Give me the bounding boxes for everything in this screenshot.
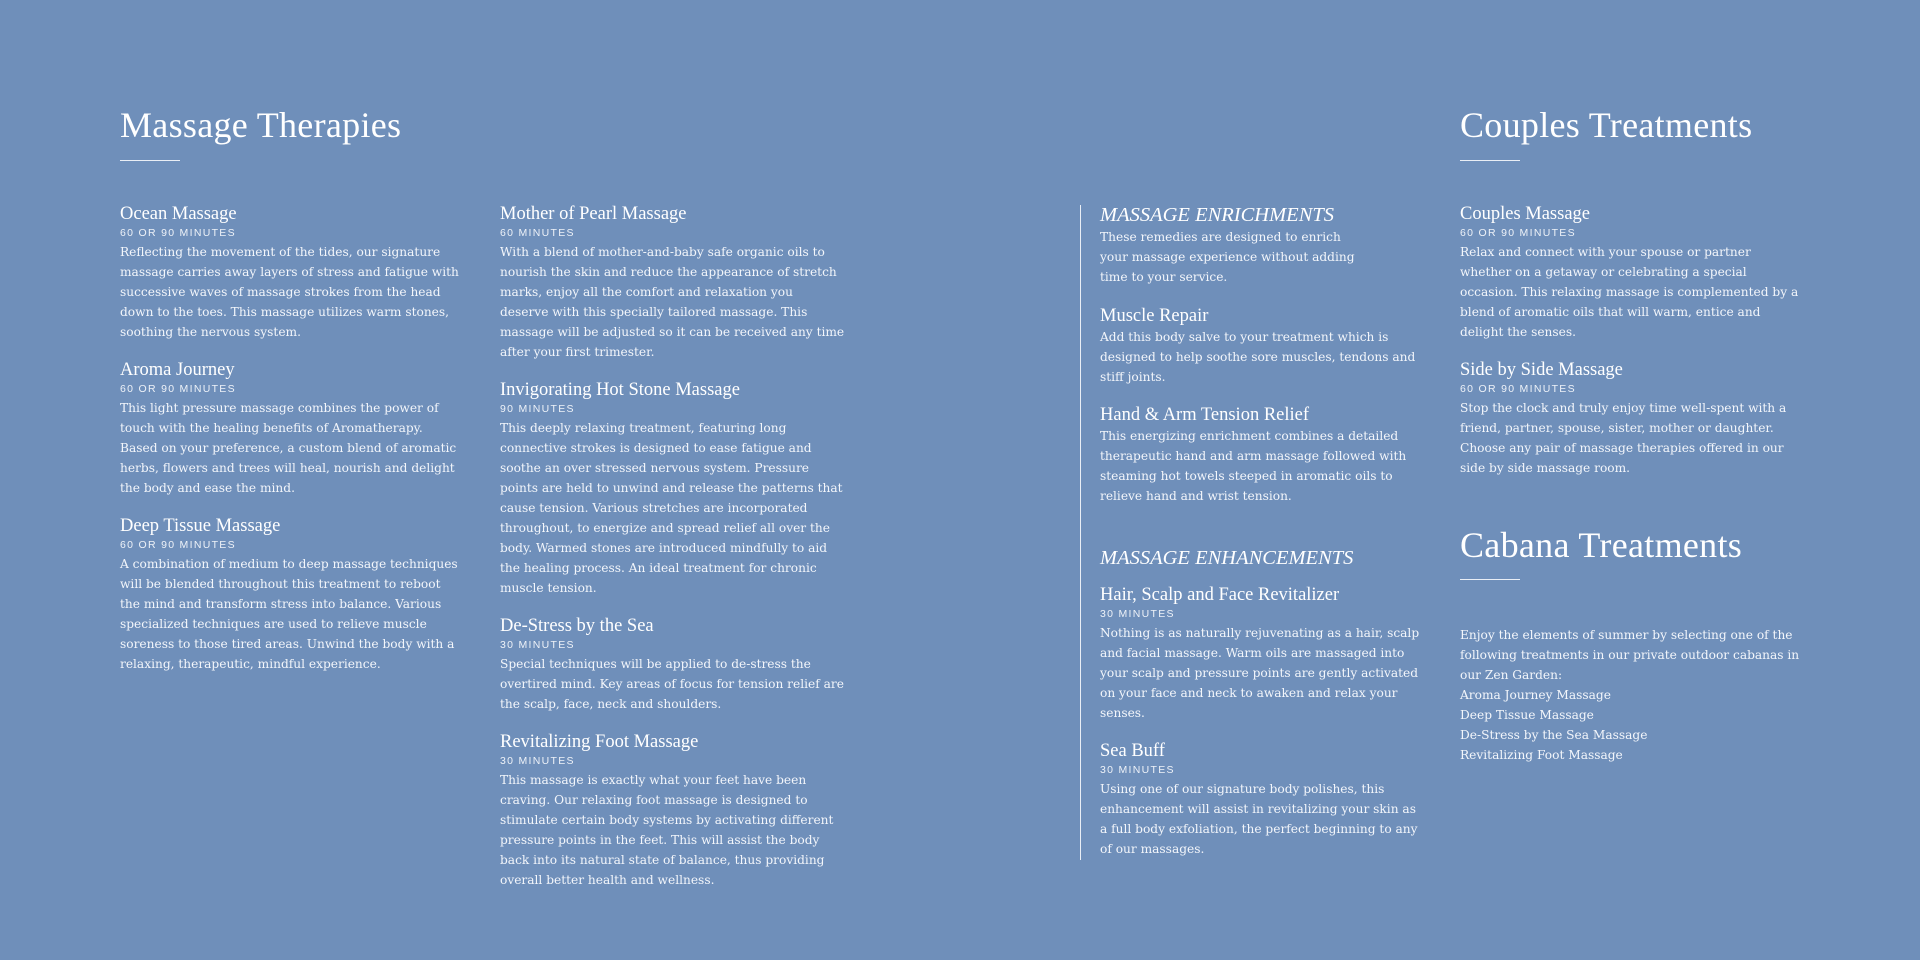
cabana-list-item: Revitalizing Foot Massage (1460, 748, 1623, 762)
enrichment-description: Add this body salve to your treatment which is designed to help soothe sore muscles, tendons and stiff joints. (1100, 330, 1416, 384)
cabana-intro: Enjoy the elements of summer by selecting one of the following treatments in our private outdoor cabanas in our Zen Garden: (1460, 628, 1800, 682)
enhancement-item-sea-buff (1100, 740, 1420, 859)
massage-enrichments-intro: These remedies are designed to enrich your massage experience without adding time to your service. (1100, 230, 1355, 284)
treatment-item-revitalizing-foot-massage (500, 731, 845, 890)
massage-therapies-title: Massage Therapies (120, 105, 402, 145)
couples-treatment-description: Stop the clock and truly enjoy time well-spent with a friend, partner, spouse, sister, mother or daughter. Choose any pair of massage therapies offered in our side by side massage room. (1460, 401, 1787, 475)
couples-treatment-name: Side by Side Massage (1460, 360, 1623, 380)
massage-therapies-title-rule (120, 160, 180, 161)
treatment-item-de-stress-by-the-sea (500, 615, 845, 714)
treatment-duration: 90 MINUTES (500, 403, 575, 415)
couples-treatment-description: Relax and connect with your spouse or partner whether on a getaway or celebrating a special occasion. This relaxing massage is complemented by a blend of aromatic oils that will warm, entice and delight the senses. (1460, 245, 1799, 339)
treatment-description: Special techniques will be applied to de-stress the overtired mind. Key areas of focus for tension relief are the scalp, face, neck and shoulders. (500, 657, 844, 711)
treatment-duration: 60 OR 90 MINUTES (120, 539, 236, 551)
enhancements-heading-block (1100, 546, 1420, 570)
vertical-divider (1080, 205, 1081, 860)
treatment-description: With a blend of mother-and-baby safe organic oils to nourish the skin and reduce the appearance of stretch marks, enjoy all the comfort and relaxation you deserve with this specially tailored massage. This massage will be adjusted so it can be received any time after your first trimester. (500, 245, 845, 359)
enrichment-name: Hand & Arm Tension Relief (1100, 405, 1310, 425)
treatment-name: De-Stress by the Sea (500, 616, 654, 636)
cabana-list-item: De-Stress by the Sea Massage (1460, 728, 1648, 742)
cabana-column (1460, 625, 1815, 765)
treatment-name: Revitalizing Foot Massage (500, 732, 699, 752)
enhancement-item-hair-scalp-face (1100, 584, 1420, 723)
treatment-description: This light pressure massage combines the power of touch with the healing benefits of Aromatherapy. Based on your preference, a custom blend of aromatic herbs, flowers and trees will heal, nourish and delight the body and ease the mind. (120, 401, 457, 495)
treatment-description: Reflecting the movement of the tides, our signature massage carries away layers of stress and fatigue with successive waves of massage strokes from the head down to the toes. This massage utilizes warm stones, soothing the nervous system. (120, 245, 459, 339)
enrichment-item-hand-arm-tension-relief (1100, 404, 1420, 506)
couples-column (1460, 203, 1805, 495)
massage-enrichments-heading: MASSAGE ENRICHMENTS (1100, 204, 1335, 226)
couples-item-side-by-side-massage (1460, 359, 1805, 478)
massage-therapies-column-1 (120, 203, 460, 691)
enhancement-description: Using one of our signature body polishes, this enhancement will assist in revitalizing your skin as a full body exfoliation, the perfect beginning to any of our massages. (1100, 782, 1418, 856)
massage-enhancements-heading: MASSAGE ENHANCEMENTS (1100, 547, 1354, 569)
treatment-duration: 60 MINUTES (500, 227, 575, 239)
treatment-name: Ocean Massage (120, 204, 237, 224)
enrichments-enhancements-column (1100, 203, 1420, 876)
treatment-description: A combination of medium to deep massage techniques will be blended throughout this treatment to reboot the mind and transform stress into balance. Various specialized techniques are used to relieve muscle soreness to those tired areas. Unwind the body with a relaxing, therapeutic, mindful experience. (120, 557, 458, 671)
couples-item-couples-massage (1460, 203, 1805, 342)
treatment-name: Invigorating Hot Stone Massage (500, 380, 740, 400)
cabana-list-item: Deep Tissue Massage (1460, 708, 1594, 722)
enrichment-item-muscle-repair (1100, 305, 1420, 387)
enrichments-intro-block (1100, 203, 1420, 287)
enrichment-name: Muscle Repair (1100, 306, 1209, 326)
cabana-treatment-list (1460, 685, 1815, 765)
treatment-item-ocean-massage (120, 203, 460, 342)
enhancement-name: Hair, Scalp and Face Revitalizer (1100, 585, 1340, 605)
massage-therapies-column-2 (500, 203, 845, 907)
treatment-name: Aroma Journey (120, 360, 235, 380)
treatment-name: Deep Tissue Massage (120, 516, 281, 536)
treatment-item-deep-tissue-massage (120, 515, 460, 674)
couples-treatment-name: Couples Massage (1460, 204, 1590, 224)
couples-treatment-duration: 60 OR 90 MINUTES (1460, 227, 1576, 239)
cabana-treatments-title: Cabana Treatments (1460, 525, 1743, 565)
enhancement-name: Sea Buff (1100, 741, 1165, 761)
enhancement-duration: 30 MINUTES (1100, 608, 1175, 620)
treatment-item-mother-of-pearl-massage (500, 203, 845, 362)
treatment-description: This deeply relaxing treatment, featuring long connective strokes is designed to ease fatigue and soothe an over stressed nervous system. Pressure points are held to unwind and release the patterns that cause tension. Various stretches are incorporated throughout, to energize and spread relief all over the body. Warmed stones are introduced mindfully to aid the healing process. An ideal treatment for chronic muscle tension. (500, 421, 843, 595)
couples-treatments-title: Couples Treatments (1460, 105, 1753, 145)
treatment-duration: 30 MINUTES (500, 639, 575, 651)
treatment-duration: 30 MINUTES (500, 755, 575, 767)
enhancement-description: Nothing is as naturally rejuvenating as a hair, scalp and facial massage. Warm oils are massaged into your scalp and pressure points are gently activated on your face and neck to awaken and relax your senses. (1100, 626, 1420, 720)
couples-treatment-duration: 60 OR 90 MINUTES (1460, 383, 1576, 395)
treatment-name: Mother of Pearl Massage (500, 204, 687, 224)
treatment-item-aroma-journey (120, 359, 460, 498)
treatment-duration: 60 OR 90 MINUTES (120, 227, 236, 239)
treatment-item-hot-stone-massage (500, 379, 845, 598)
cabana-list-item: Aroma Journey Massage (1460, 688, 1611, 702)
enrichment-description: This energizing enrichment combines a detailed therapeutic hand and arm massage followed with steaming hot towels steeped in aromatic oils to relieve hand and wrist tension. (1100, 429, 1407, 503)
treatment-description: This massage is exactly what your feet have been craving. Our relaxing foot massage is designed to stimulate certain body systems by activating different pressure points in the feet. This will assist the body back into its natural state of balance, thus providing overall better health and wellness. (500, 773, 834, 887)
couples-treatments-title-rule (1460, 160, 1520, 161)
enhancement-duration: 30 MINUTES (1100, 764, 1175, 776)
cabana-treatments-title-rule (1460, 579, 1520, 580)
treatment-duration: 60 OR 90 MINUTES (120, 383, 236, 395)
